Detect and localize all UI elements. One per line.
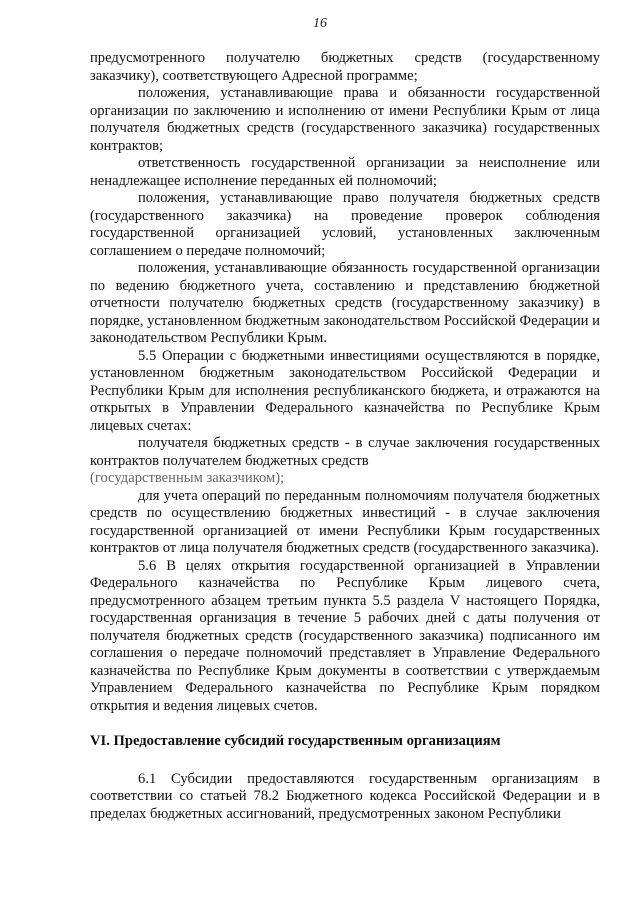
section-heading: VI. Предоставление субсидий государственным организациям bbox=[90, 733, 501, 749]
paragraph: предусмотренного получателю бюджетных средств (государственному заказчику), соответствующего Адресной программе; bbox=[90, 50, 600, 84]
paragraph: ответственность государственной организации за неисполнение или ненадлежащее исполнение переданных ей полномочий; bbox=[90, 155, 600, 189]
paragraph: 5.6 В целях открытия государственной организацией в Управлении Федерального казначейства по Республике Крым лицевого счета, предусмотренного абзацем третьим пункта 5.5 раздела V настоящего Порядка, государственная организация в течение 5 рабочих дней с даты получения от получателя бюджетных средств (государственного заказчика) подписанного им соглашения о передаче полномочий представляет в Управление Федерального казначейства по Республике Крым документы в соответствии с утверждаемым Управлением Федерального казначейства по Республике Крым порядком открытия и ведения лицевых счетов. bbox=[90, 557, 600, 714]
paragraph: 5.5 Операции с бюджетными инвестициями осуществляются в порядке, установленном бюджетным законодательством Российской Федерации и Республики Крым для исполнения республиканского бюджета, и отражаются на открытых в Управлении Федерального казначейства по Республике Крым лицевых счетах: bbox=[90, 347, 600, 434]
document-body bbox=[90, 50, 600, 823]
paragraph: (государственным заказчиком); bbox=[90, 470, 285, 486]
paragraph: получателя бюджетных средств - в случае заключения государственных контрактов получателем бюджетных средств bbox=[90, 435, 600, 469]
paragraph: положения, устанавливающие право получателя бюджетных средств (государственного заказчика) на проведение проверок соблюдения государственной организацией условий, установленных заключенным соглашением о передаче полномочий; bbox=[90, 190, 600, 259]
paragraph: для учета операций по переданным полномочиям получателя бюджетных средств по осуществлению бюджетных инвестиций - в случае заключения государственной организацией от имени Республики Крым государственных контрактов от лица получателя бюджетных средств (государственного заказчика). bbox=[90, 487, 600, 556]
paragraph: положения, устанавливающие обязанность государственной организации по ведению бюджетного учета, составлению и представлению бюджетной отчетности получателю бюджетных средств (государственному заказчику) в порядке, установленном бюджетным законодательством Российской Федерации и законодательством Республики Крым. bbox=[90, 260, 600, 346]
paragraph: 6.1 Субсидии предоставляются государственным организациям в соответствии со статьей 78.2 Бюджетного кодекса Российской Федерации и в пределах бюджетных ассигнований, предусмотренных законом Республики bbox=[90, 770, 600, 822]
page-number: 16 bbox=[313, 16, 327, 31]
paragraph: положения, устанавливающие права и обязанности государственной организации по заключению и исполнению от имени Республики Крым от лица получателя бюджетных средств (государственного заказчика) государственных контрактов; bbox=[90, 85, 600, 154]
